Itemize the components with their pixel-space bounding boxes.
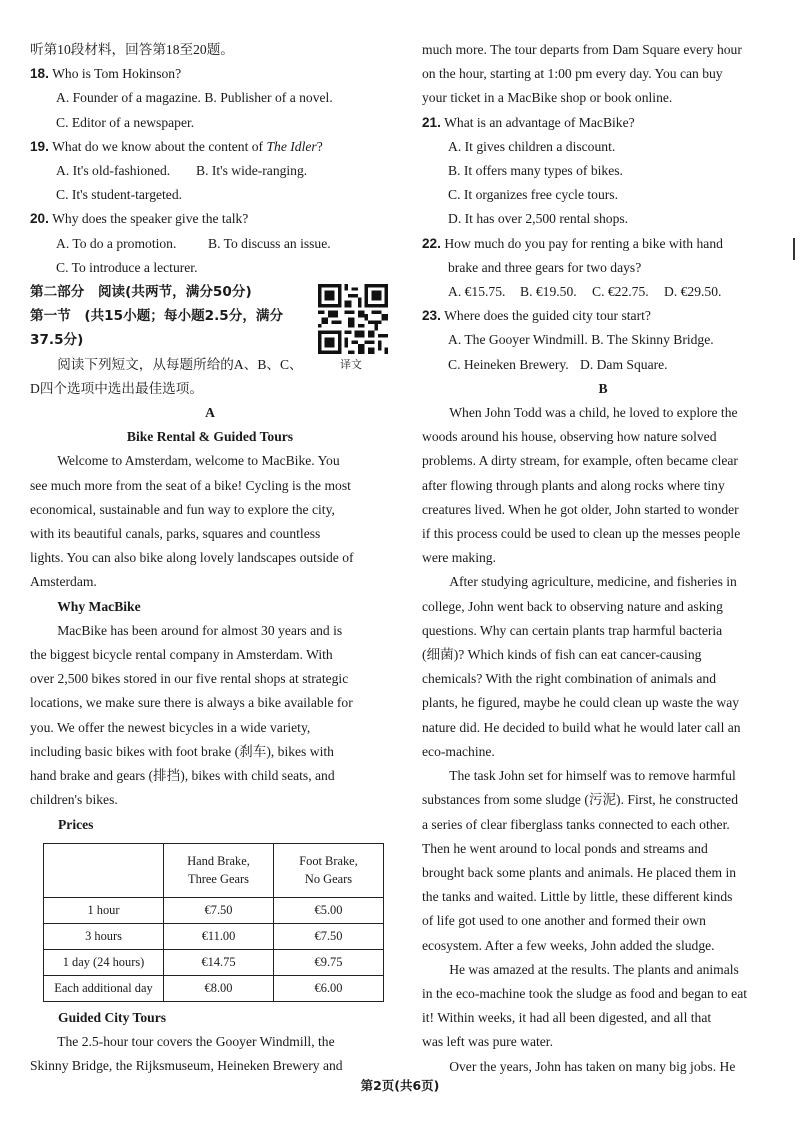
text-line: Over the years, John has taken on many big jobs. He bbox=[449, 1058, 736, 1074]
table-row bbox=[44, 949, 384, 975]
question-text: How much do you pay for renting a bike with hand bbox=[444, 235, 723, 251]
text-line: The 2.5-hour tour covers the Gooyer Windmill, the bbox=[57, 1033, 335, 1049]
question-number: 18. bbox=[30, 66, 49, 82]
question-text: What is an advantage of MacBike? bbox=[444, 114, 635, 130]
question-20 bbox=[30, 207, 390, 231]
text-line: the tanks and waited. Little by little, these different kinds bbox=[422, 889, 733, 905]
text-line: economical, sustainable and fun way to explore the city, bbox=[30, 501, 335, 517]
text-line: the biggest bicycle rental company in Amsterdam. With bbox=[30, 647, 333, 663]
option-a: A. The Gooyer Windmill. bbox=[448, 332, 588, 348]
option-b: B. It's wide-ranging. bbox=[196, 163, 308, 179]
option-d: D. It has over 2,500 rental shops. bbox=[448, 211, 629, 227]
question-23 bbox=[422, 304, 784, 328]
options-23-cd bbox=[422, 353, 784, 377]
text-line: MacBike has been around for almost 30 years and is bbox=[57, 622, 343, 638]
question-number: 22. bbox=[422, 235, 441, 251]
row-label: 1 day (24 hours) bbox=[44, 949, 164, 975]
text-line: on the hour, starting at 1:00 pm every day. You can buy bbox=[422, 66, 723, 82]
question-number: 19. bbox=[30, 138, 49, 154]
paragraph-why bbox=[30, 619, 390, 813]
text-line: college, John went back to observing nature and asking bbox=[422, 598, 723, 614]
option-b: B. It offers many types of bikes. bbox=[448, 163, 623, 179]
text-line: nature did. He decided to build what he would later call an bbox=[422, 719, 741, 735]
option-c: C. It organizes free cycle tours. bbox=[448, 187, 618, 203]
paragraph-b3 bbox=[422, 764, 784, 958]
text-line: brought back some plants and animals. He placed them in bbox=[422, 864, 737, 880]
question-number: 21. bbox=[422, 114, 441, 130]
option-c: C. Editor of a newspaper. bbox=[56, 114, 195, 130]
text-line: He was amazed at the results. The plants and animals bbox=[449, 961, 739, 977]
option-c: C. It's student-targeted. bbox=[56, 187, 183, 203]
text-line: lights. You can also bike along lovely landscapes outside of bbox=[30, 550, 354, 566]
text-line: Skinny Bridge, the Rijksmuseum, Heineken Brewery and bbox=[30, 1058, 343, 1074]
option-b: B. €19.50. bbox=[520, 284, 577, 300]
text-line: locations, we make sure there is always a bike available for bbox=[30, 695, 353, 711]
part-two-heading: 第二部分 阅读(共两节，满分50分) bbox=[30, 284, 252, 301]
text-line: (细菌)? Which kinds of fish can eat cancer-causing bbox=[422, 647, 702, 663]
passage-letter-a: A bbox=[205, 405, 215, 421]
text-line: children's bikes. bbox=[30, 792, 118, 808]
question-text: What do we know about the content of bbox=[52, 138, 267, 154]
text-line: see much more from the seat of a bike! Cycling is the most bbox=[30, 477, 351, 493]
price-table bbox=[43, 843, 384, 1002]
option-d: D. €29.50. bbox=[664, 284, 722, 300]
question-text-end: ? bbox=[316, 138, 323, 154]
col-header-line: No Gears bbox=[304, 872, 353, 887]
price-cell: €9.75 bbox=[274, 949, 384, 975]
question-number: 20. bbox=[30, 211, 49, 227]
question-text: Who is Tom Hokinson? bbox=[52, 66, 182, 82]
text-line: hand brake and gears (排挡), bikes with child seats, and bbox=[30, 768, 335, 784]
paragraph-tours-cont bbox=[422, 38, 784, 111]
paragraph-tours bbox=[30, 1030, 390, 1078]
col-header-line: Three Gears bbox=[188, 872, 249, 887]
instructions-cont: D四个选项中选出最佳选项。 bbox=[30, 380, 203, 396]
question-21 bbox=[422, 111, 784, 135]
text-line: were making. bbox=[422, 550, 496, 566]
text-line: Welcome to Amsterdam, welcome to MacBike. You bbox=[57, 453, 340, 469]
options-18 bbox=[30, 86, 390, 110]
text-line: including basic bikes with foot brake (刹车), bikes with bbox=[30, 743, 334, 759]
options-23-ab bbox=[422, 328, 784, 352]
text-line: Then he went around to local ponds and streams and bbox=[422, 840, 708, 856]
text-line: After studying agriculture, medicine, and fisheries in bbox=[449, 574, 737, 590]
text-line: substances from some sludge (污泥). First, he constructed bbox=[422, 792, 738, 808]
listening-intro: 听第10段材料，回答第18至20题。 bbox=[30, 42, 234, 57]
text-line: your ticket in a MacBike shop or book online. bbox=[422, 90, 673, 106]
option-a: A. Founder of a magazine. bbox=[56, 90, 201, 106]
text-line: Amsterdam. bbox=[30, 574, 97, 590]
table-row bbox=[44, 897, 384, 923]
paragraph-intro bbox=[30, 449, 390, 594]
text-line: woods around his house, observing how nature solved bbox=[422, 429, 717, 445]
question-22 bbox=[422, 232, 784, 256]
question-18 bbox=[30, 62, 390, 86]
options-20 bbox=[30, 232, 390, 256]
option-a: A. €15.75. bbox=[448, 284, 506, 300]
question-text: Why does the speaker give the talk? bbox=[52, 211, 249, 227]
section-one-heading-cont: 37.5分) bbox=[30, 332, 84, 349]
row-label: Each additional day bbox=[44, 975, 164, 1001]
left-column bbox=[30, 38, 390, 1078]
text-line: much more. The tour departs from Dam Square every hour bbox=[422, 42, 742, 57]
instructions: 阅读下列短文，从每题所给的A、B、C、 bbox=[57, 356, 303, 372]
page-footer: 第2页(共6页) bbox=[360, 1078, 440, 1093]
option-b: B. To discuss an issue. bbox=[208, 235, 331, 251]
price-cell: €7.50 bbox=[274, 923, 384, 949]
question-number: 23. bbox=[422, 308, 441, 324]
text-line: you. We offer the newest bicycles in a wide variety, bbox=[30, 719, 311, 735]
col-header-line: Foot Brake, bbox=[299, 854, 358, 869]
option-b: B. Publisher of a novel. bbox=[204, 90, 333, 106]
option-a: A. To do a promotion. bbox=[56, 235, 177, 251]
text-line: a series of clear fiberglass tanks connected to each other. bbox=[422, 816, 730, 832]
option-b: B. The Skinny Bridge. bbox=[591, 332, 714, 348]
text-line: it! Within weeks, it had all been digested, and all that bbox=[422, 1010, 712, 1026]
options-22 bbox=[422, 280, 784, 304]
passage-title: Bike Rental & Guided Tours bbox=[126, 429, 294, 445]
row-label: 1 hour bbox=[44, 897, 164, 923]
price-cell: €8.00 bbox=[164, 975, 274, 1001]
text-line: with its beautiful canals, parks, squares and countless bbox=[30, 526, 321, 542]
option-c: C. Heineken Brewery. bbox=[448, 356, 569, 372]
table-header-row bbox=[44, 843, 384, 897]
text-line: was left was pure water. bbox=[422, 1034, 553, 1050]
price-cell: €5.00 bbox=[274, 897, 384, 923]
guided-tours-heading: Guided City Tours bbox=[58, 1009, 167, 1025]
text-line: The task John set for himself was to remove harmful bbox=[449, 768, 736, 784]
text-line: over 2,500 bikes stored in our five rental shops at strategic bbox=[30, 671, 349, 687]
text-line: questions. Why can certain plants trap harmful bacteria bbox=[422, 622, 723, 638]
row-label: 3 hours bbox=[44, 923, 164, 949]
paragraph-b4 bbox=[422, 958, 784, 1055]
table-corner bbox=[44, 843, 164, 897]
price-cell: €7.50 bbox=[164, 897, 274, 923]
question-text: Where does the guided city tour start? bbox=[444, 308, 651, 324]
table-row bbox=[44, 975, 384, 1001]
why-macbike-heading: Why MacBike bbox=[57, 598, 141, 614]
option-c: C. €22.75. bbox=[592, 284, 649, 300]
paragraph-b1 bbox=[422, 401, 784, 570]
option-a: A. It gives children a discount. bbox=[448, 138, 616, 154]
passage-letter-b: B bbox=[598, 380, 608, 396]
prices-heading: Prices bbox=[58, 816, 94, 832]
right-column bbox=[422, 38, 784, 1079]
option-a: A. It's old-fashioned. bbox=[56, 163, 171, 179]
col-header-hand-brake bbox=[164, 843, 274, 897]
col-header-line: Hand Brake, bbox=[187, 854, 250, 869]
option-d: D. Dam Square. bbox=[580, 356, 668, 372]
text-line: in the eco-machine took the sludge as food and began to eat bbox=[422, 985, 748, 1001]
text-line: problems. A dirty stream, for example, often became clear bbox=[422, 453, 738, 469]
price-cell: €14.75 bbox=[164, 949, 274, 975]
option-c: C. To introduce a lecturer. bbox=[56, 259, 198, 275]
text-line: after flowing through plants and along rocks where tiny bbox=[422, 477, 725, 493]
qr-caption: 译文 bbox=[340, 358, 362, 371]
text-line: When John Todd was a child, he loved to explore the bbox=[449, 405, 738, 421]
question-19 bbox=[30, 135, 390, 159]
text-line: plants, he figured, maybe he could clean up waste the way bbox=[422, 695, 740, 711]
price-cell: €11.00 bbox=[164, 923, 274, 949]
options-19 bbox=[30, 159, 390, 183]
price-cell: €6.00 bbox=[274, 975, 384, 1001]
text-line: ecosystem. After a few weeks, John added the sludge. bbox=[422, 937, 715, 953]
text-line: if this process could be used to clean up the messes people bbox=[422, 526, 741, 542]
table-row bbox=[44, 923, 384, 949]
text-line: chemicals? With the right combination of animals and bbox=[422, 671, 717, 687]
text-line: of life got used to one another and formed their own bbox=[422, 913, 706, 929]
paragraph-b2 bbox=[422, 570, 784, 764]
col-header-foot-brake bbox=[274, 843, 384, 897]
question-text-cont: brake and three gears for two days? bbox=[448, 259, 642, 275]
section-one-heading: 第一节 (共15小题；每小题2.5分，满分 bbox=[30, 308, 284, 325]
text-line: eco-machine. bbox=[422, 743, 495, 759]
text-line: creatures lived. When he got older, John started to wonder bbox=[422, 501, 739, 517]
margin-mark bbox=[793, 238, 795, 260]
qr-code-icon[interactable] bbox=[318, 284, 388, 354]
question-title-em: The Idler bbox=[266, 138, 317, 154]
